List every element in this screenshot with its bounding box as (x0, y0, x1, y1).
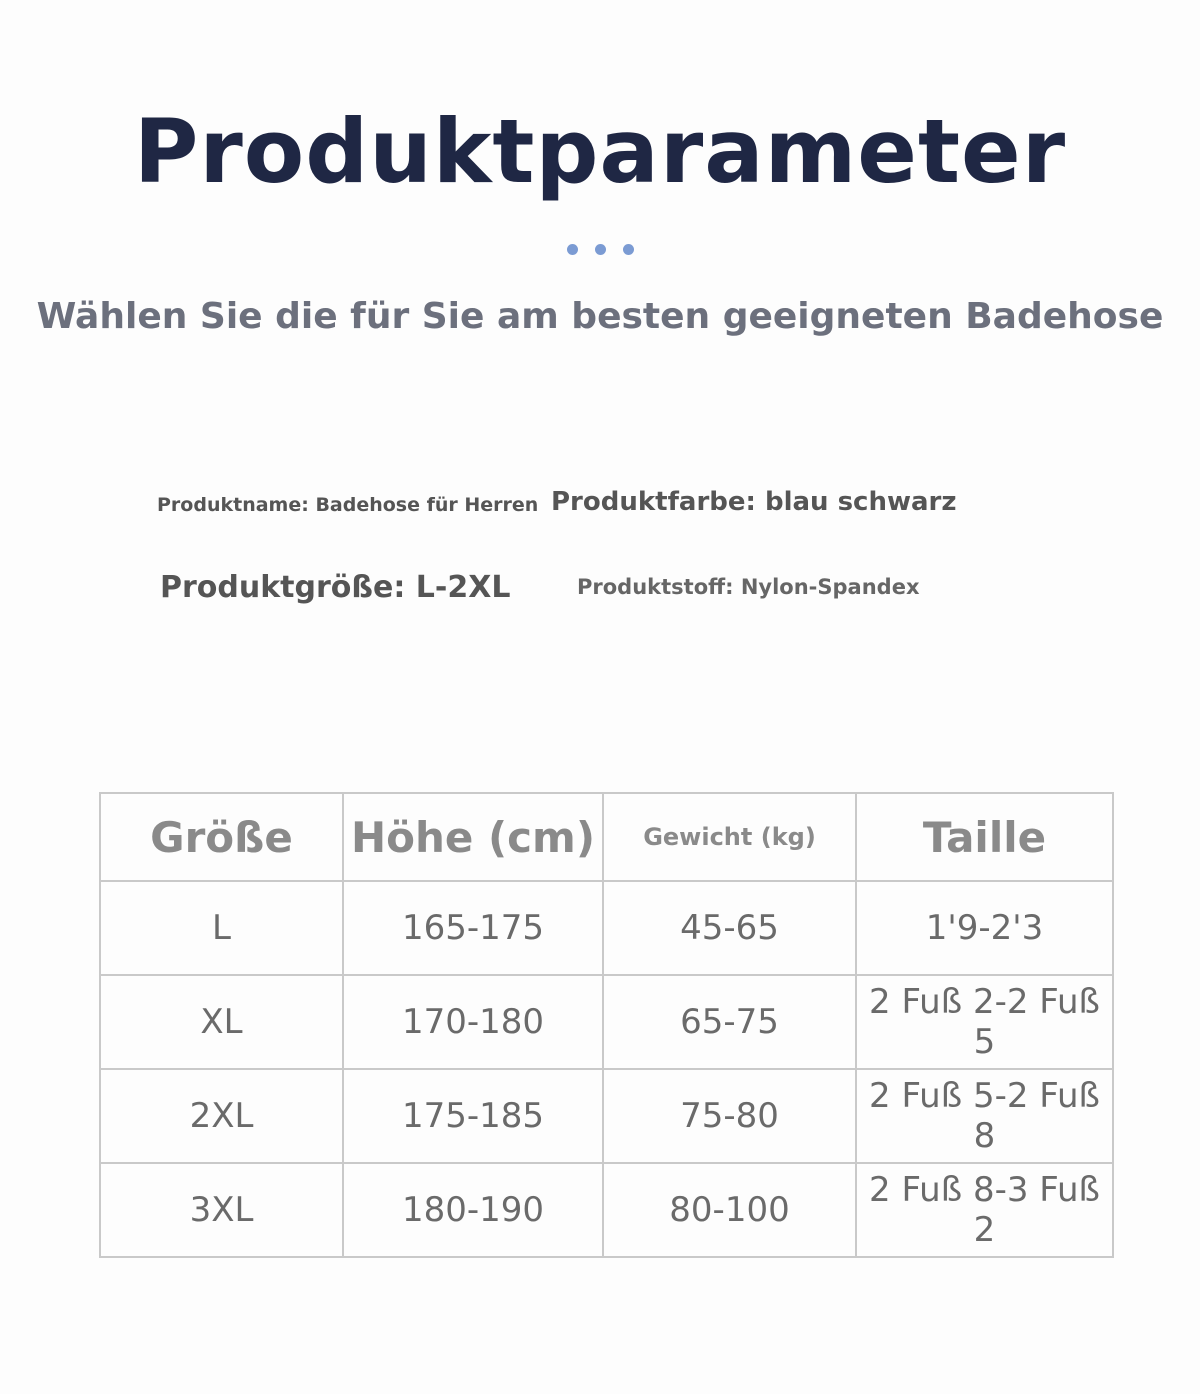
header-size: Größe (100, 793, 343, 881)
cell-weight: 75-80 (603, 1069, 856, 1163)
table-row (100, 1069, 1113, 1163)
cell-height: 180-190 (343, 1163, 603, 1257)
cell-waist: 2 Fuß 2-2 Fuß 5 (856, 975, 1113, 1069)
cell-height: 170-180 (343, 975, 603, 1069)
cell-waist: 2 Fuß 8-3 Fuß 2 (856, 1163, 1113, 1257)
dot-icon (623, 244, 634, 255)
header-height: Höhe (cm) (343, 793, 603, 881)
cell-weight: 45-65 (603, 881, 856, 975)
size-table (99, 792, 1114, 1258)
cell-weight: 65-75 (603, 975, 856, 1069)
cell-size: XL (100, 975, 343, 1069)
cell-height: 165-175 (343, 881, 603, 975)
header-weight: Gewicht (kg) (603, 793, 856, 881)
cell-waist: 2 Fuß 5-2 Fuß 8 (856, 1069, 1113, 1163)
decorative-dots (0, 244, 1200, 255)
header-waist: Taille (856, 793, 1113, 881)
cell-size: 2XL (100, 1069, 343, 1163)
dot-icon (595, 244, 606, 255)
table-row (100, 1163, 1113, 1257)
product-color: Produktfarbe: blau schwarz (551, 487, 957, 517)
cell-waist: 1'9-2'3 (856, 881, 1113, 975)
product-size: Produktgröße: L-2XL (160, 570, 511, 605)
table-row (100, 975, 1113, 1069)
cell-size: 3XL (100, 1163, 343, 1257)
cell-size: L (100, 881, 343, 975)
table-row (100, 881, 1113, 975)
product-fabric: Produktstoff: Nylon-Spandex (577, 575, 920, 599)
cell-height: 175-185 (343, 1069, 603, 1163)
table-header-row (100, 793, 1113, 881)
page-subtitle: Wählen Sie die für Sie am besten geeigneten Badehose (36, 296, 1164, 337)
product-name: Produktname: Badehose für Herren (157, 494, 539, 516)
page-title: Produktparameter (133, 100, 1067, 203)
dot-icon (567, 244, 578, 255)
cell-weight: 80-100 (603, 1163, 856, 1257)
